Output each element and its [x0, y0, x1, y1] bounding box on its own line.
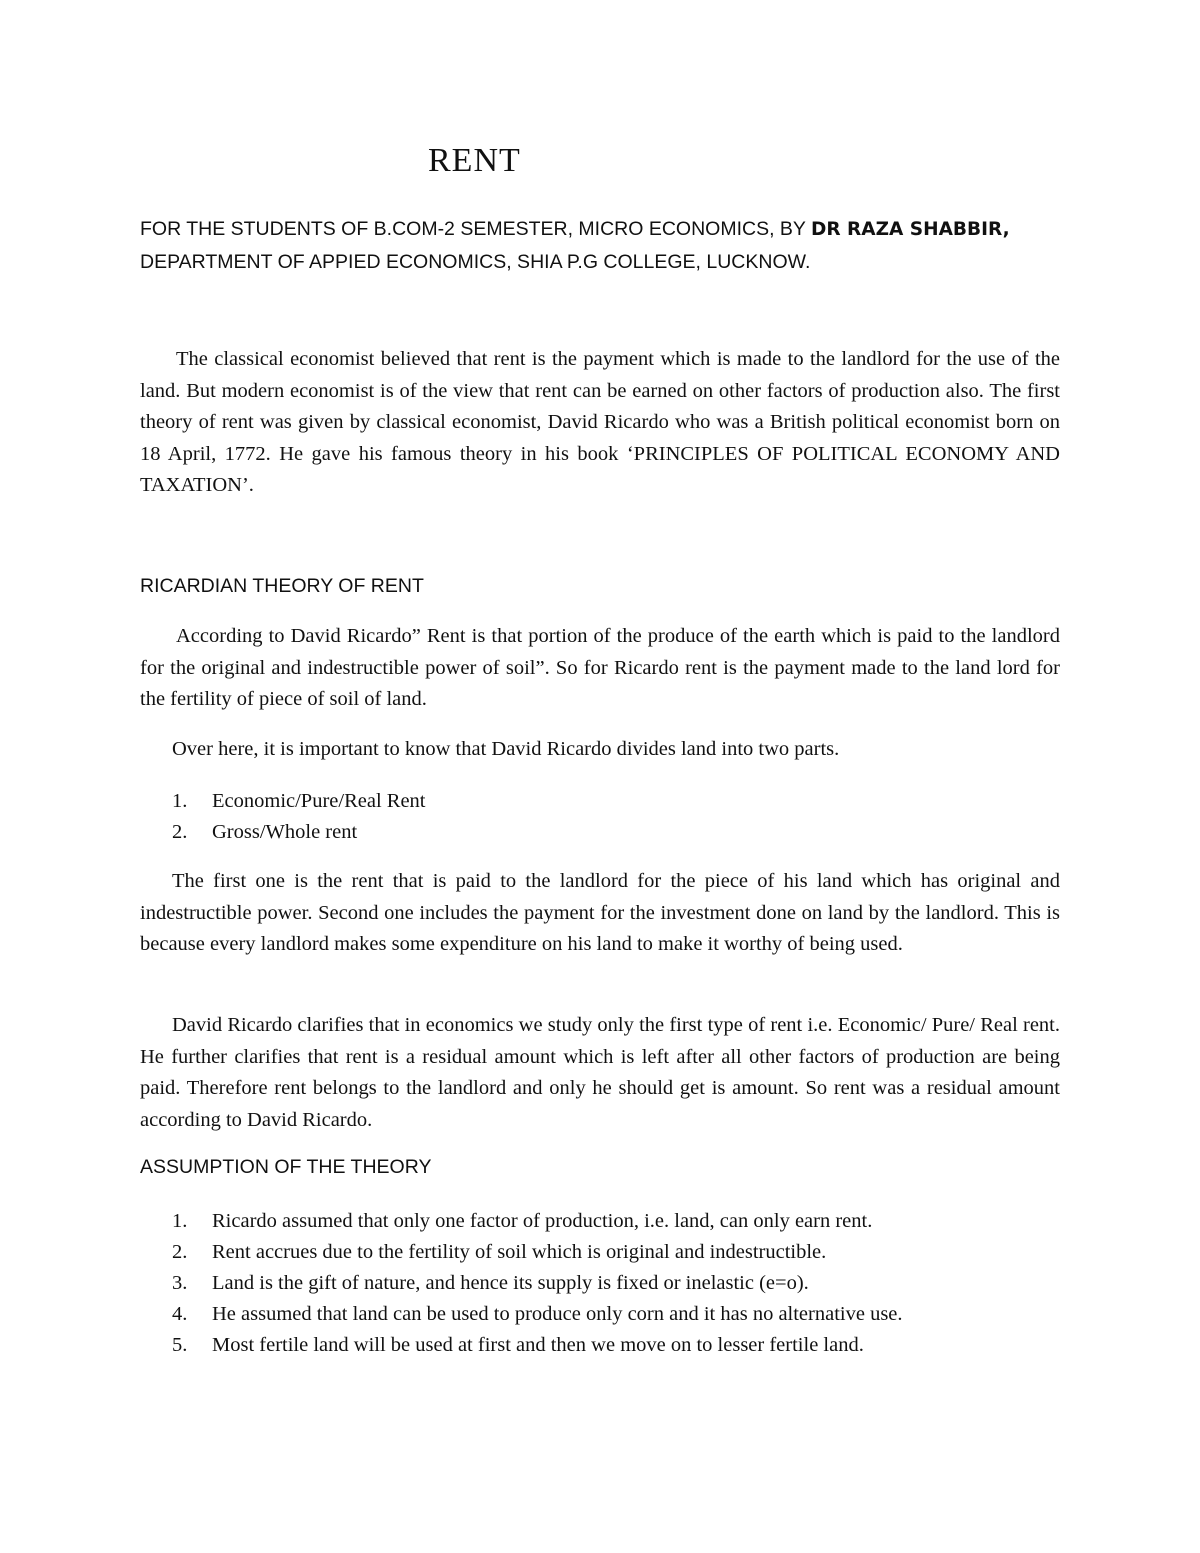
list-item: [172, 1206, 903, 1237]
list-item: [172, 1268, 903, 1299]
list-number: 4.: [172, 1303, 188, 1325]
list-text: Gross/Whole rent: [212, 821, 358, 843]
list-text: Ricardo assumed that only one factor of production, i.e. land, can only earn rent.: [212, 1210, 873, 1232]
list-item: [172, 817, 426, 848]
list-number: 1.: [172, 790, 188, 812]
list-text: Rent accrues due to the fertility of soil which is original and indestructible.: [212, 1241, 827, 1263]
ricardian-explanation: The first one is the rent that is paid to the landlord for the piece of his land which has original and indestructible power. Second one includes the payment for the investment done on land by the landlord. This is because every landlord makes some expenditure on his land to make it worthy of being used.: [140, 870, 1060, 955]
list-number: 5.: [172, 1334, 188, 1356]
list-number: 3.: [172, 1272, 188, 1294]
ricardian-heading: RICARDIAN THEORY OF RENT: [140, 575, 424, 597]
page-title: RENT: [428, 142, 521, 179]
byline-part1: FOR THE STUDENTS OF B.COM-2 SEMESTER, MICRO ECONOMICS, BY: [140, 218, 812, 240]
list-text: He assumed that land can be used to produce only corn and it has no alternative use.: [212, 1303, 903, 1325]
rent-parts-list: [172, 786, 426, 848]
intro-paragraph: The classical economist believed that rent is the payment which is made to the landlord for the use of the land. But modern economist is of the view that rent can be earned on other factors of production also. The first theory of rent was given by classical economist, David Ricardo who was a British political economist born on 18 April, 1772. He gave his famous theory in his book ‘PRINCIPLES OF POLITICAL ECONOMY AND TAXATION’.: [140, 348, 1060, 496]
ricardian-divides: Over here, it is important to know that David Ricardo divides land into two parts.: [172, 738, 840, 760]
list-text: Economic/Pure/Real Rent: [212, 790, 426, 812]
list-item: [172, 1330, 903, 1361]
list-number: 2.: [172, 1241, 188, 1263]
ricardian-definition: According to David Ricardo” Rent is that portion of the produce of the earth which is paid to the landlord for the original and indestructible power of soil”. So for Ricardo rent is the payment made to the land lord for the fertility of piece of soil of land.: [140, 625, 1060, 710]
list-item: [172, 1237, 903, 1268]
byline-part2: DEPARTMENT OF APPIED ECONOMICS, SHIA P.G COLLEGE, LUCKNOW.: [140, 251, 811, 273]
list-number: 2.: [172, 821, 188, 843]
list-item: [172, 1299, 903, 1330]
assumptions-heading: ASSUMPTION OF THE THEORY: [140, 1156, 432, 1178]
list-item: [172, 786, 426, 817]
list-number: 1.: [172, 1210, 188, 1232]
byline: [140, 213, 1060, 278]
byline-author: DR RAZA SHABBIR,: [811, 219, 1010, 240]
ricardian-clarifies: David Ricardo clarifies that in economics we study only the first type of rent i.e. Economic/ Pure/ Real rent. He further clarifies that rent is a residual amount which is left after all other factors of production are being paid. Therefore rent belongs to the landlord and only he should get is amount. So rent was a residual amount according to David Ricardo.: [140, 1014, 1060, 1131]
list-text: Most fertile land will be used at first and then we move on to lesser fertile land.: [212, 1334, 864, 1356]
assumptions-list: [172, 1206, 903, 1361]
list-text: Land is the gift of nature, and hence its supply is fixed or inelastic (e=o).: [212, 1272, 809, 1294]
